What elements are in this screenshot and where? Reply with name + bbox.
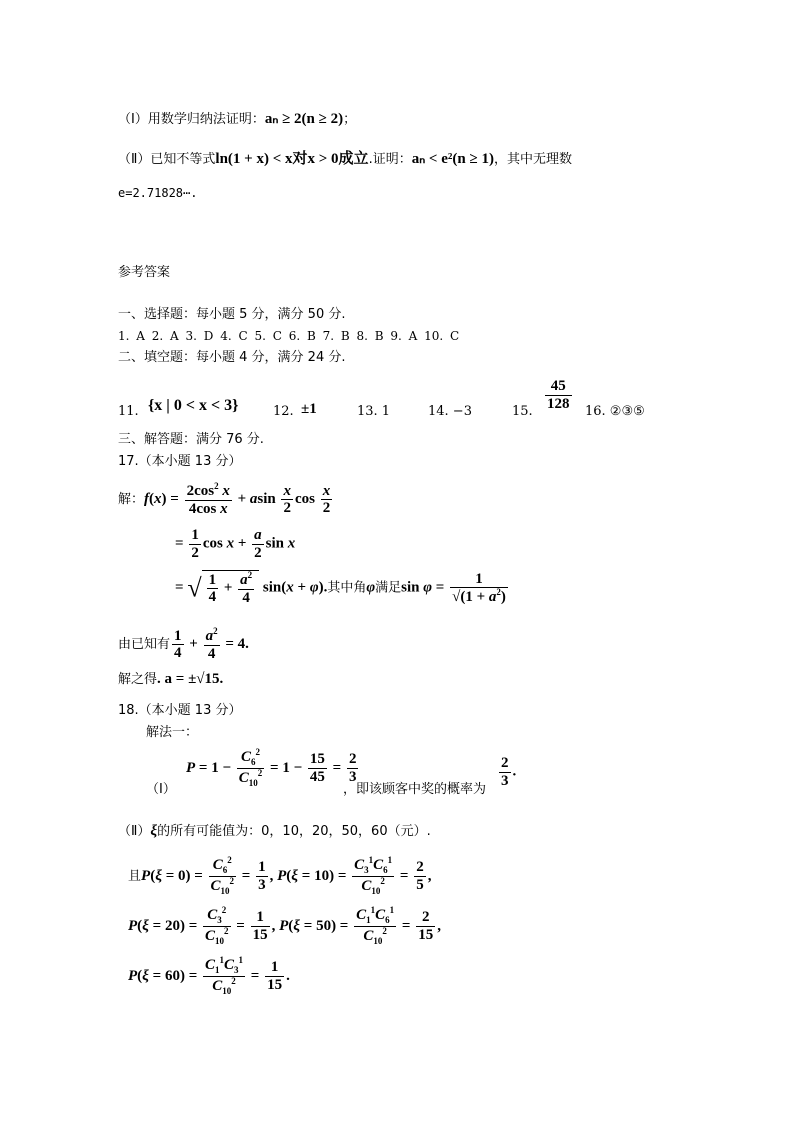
q18-p2-label: （Ⅱ） (118, 824, 151, 839)
q12-label: 12. (273, 404, 294, 419)
q15-label: 15. (512, 404, 533, 419)
q15-num: 45 (545, 378, 572, 396)
q17-cn1: 其中角 (327, 580, 367, 596)
q18-dist1: 且P(ξ = 0) = $\frac{C_6^2}{C_{10}^2}$ = $\frac{1}{3}$ , P(ξ = 10) = $\frac{C_3^1C_6^1}{C_{10}^2}$ = $\frac{2}{5}$ , (128, 855, 432, 896)
q18-method: 解法一： (146, 725, 199, 740)
part1-end: ； (343, 112, 357, 127)
q17-result: a = ±√15. (164, 671, 224, 687)
q17-result-line: 解之得. a = ±√15. (118, 671, 224, 687)
q18-and: 且 (128, 868, 142, 884)
q11-value: {x | 0 < x < 3} (148, 397, 239, 414)
sec1-heading: 一、选择题：每小题 5 分，满分 50 分. (118, 307, 346, 322)
q18-p1-formula: P = 1 − $\frac{C_6^2}{C_{10}^2}$ = 1 − $\frac{15}{45}$ = $\frac{2}{3}$ (186, 747, 357, 788)
part2-line (118, 150, 572, 168)
q18-p2-line (118, 822, 431, 840)
q17-line3: = √ $\frac{1}{4}$ + $\frac{a^2}{4}$ sin(x + φ).其中角φ满足sin φ = $\frac{1}{√(1 + a^2)}$ (175, 570, 506, 606)
q14: 14. −3 (428, 404, 472, 419)
q18-p1-text: ，即该顾客中奖的概率为 (343, 782, 487, 797)
answers-title: 参考答案 (118, 265, 171, 280)
part2-end: ，其中无理数 (493, 152, 572, 167)
part2-label: （Ⅱ）已知不等式 (118, 152, 216, 167)
q17-known: 由已知有 (118, 636, 171, 652)
q17-result-label: 解之得 (118, 672, 158, 687)
part2-formula2: aₙ < e²(n ≥ 1) (411, 151, 494, 167)
xi-symbol: ξ (150, 823, 158, 839)
q18-p1-label: （Ⅰ） (146, 782, 176, 797)
q11-label: 11. (118, 404, 139, 419)
q17-solve: 解： (118, 491, 145, 507)
q17-eq4: = 4. (225, 635, 249, 652)
q13: 13. 1 (357, 404, 391, 419)
q18-dist3: P(ξ = 60) = $\frac{C_1^1C_3^1}{C_{10}^2}$ = $\frac{1}{15}$ . (128, 955, 290, 996)
sec2-heading: 二、填空题：每小题 4 分，满分 24 分. (118, 350, 346, 365)
q18-p2-text: 的所有可能值为：0，10，20，50，60（元）. (157, 824, 431, 839)
q16: 16. ②③⑤ (585, 404, 645, 419)
sec3-heading: 三、解答题：满分 76 分. (118, 432, 264, 447)
q15-fraction (543, 378, 574, 412)
q17-heading: 17.（本小题 13 分） (118, 454, 242, 469)
part1-line (118, 110, 356, 128)
q17-line2: = $\frac{1}{2}$ cos x + $\frac{a}{2}$ sin x (175, 527, 296, 561)
q12-value: ±1 (301, 401, 317, 417)
q18-heading: 18.（本小题 13 分） (118, 703, 242, 718)
part1-formula: aₙ ≥ 2(n ≥ 2) (264, 111, 344, 127)
part2-line2: e=2.71828⋯. (118, 186, 198, 200)
q17-cn2: 满足 (375, 580, 402, 596)
part2-mid: .证明： (368, 152, 412, 167)
q18-dist2: P(ξ = 20) = $\frac{C_3^2}{C_{10}^2}$ = $\frac{1}{15}$ , P(ξ = 50) = $\frac{C_1^1C_6^1}{C_{10}^2}$ = $\frac{2}{15}$ , (128, 905, 441, 946)
sec1-answers: 1. A 2. A 3. D 4. C 5. C 6. B 7. B 8. B 9. A 10. C (118, 329, 460, 343)
q15-den: 128 (547, 395, 570, 412)
q17-known-line: 由已知有 $\frac{1}{4}$ + $\frac{a^2}{4}$ = 4. (118, 626, 249, 662)
part1-label: （Ⅰ）用数学归纳法证明： (118, 112, 265, 127)
part2-formula1: ln(1 + x) < x对x > 0成立 (215, 151, 369, 167)
q17-line1: 解：f(x) = $\frac{2\cos^2 x}{\text{4cos x}}$ + asin $\frac{x}{2}$ cos $\frac{x}{2}$ (118, 481, 331, 517)
q18-p1-answer: $\frac{2}{3}$ . (501, 755, 517, 789)
